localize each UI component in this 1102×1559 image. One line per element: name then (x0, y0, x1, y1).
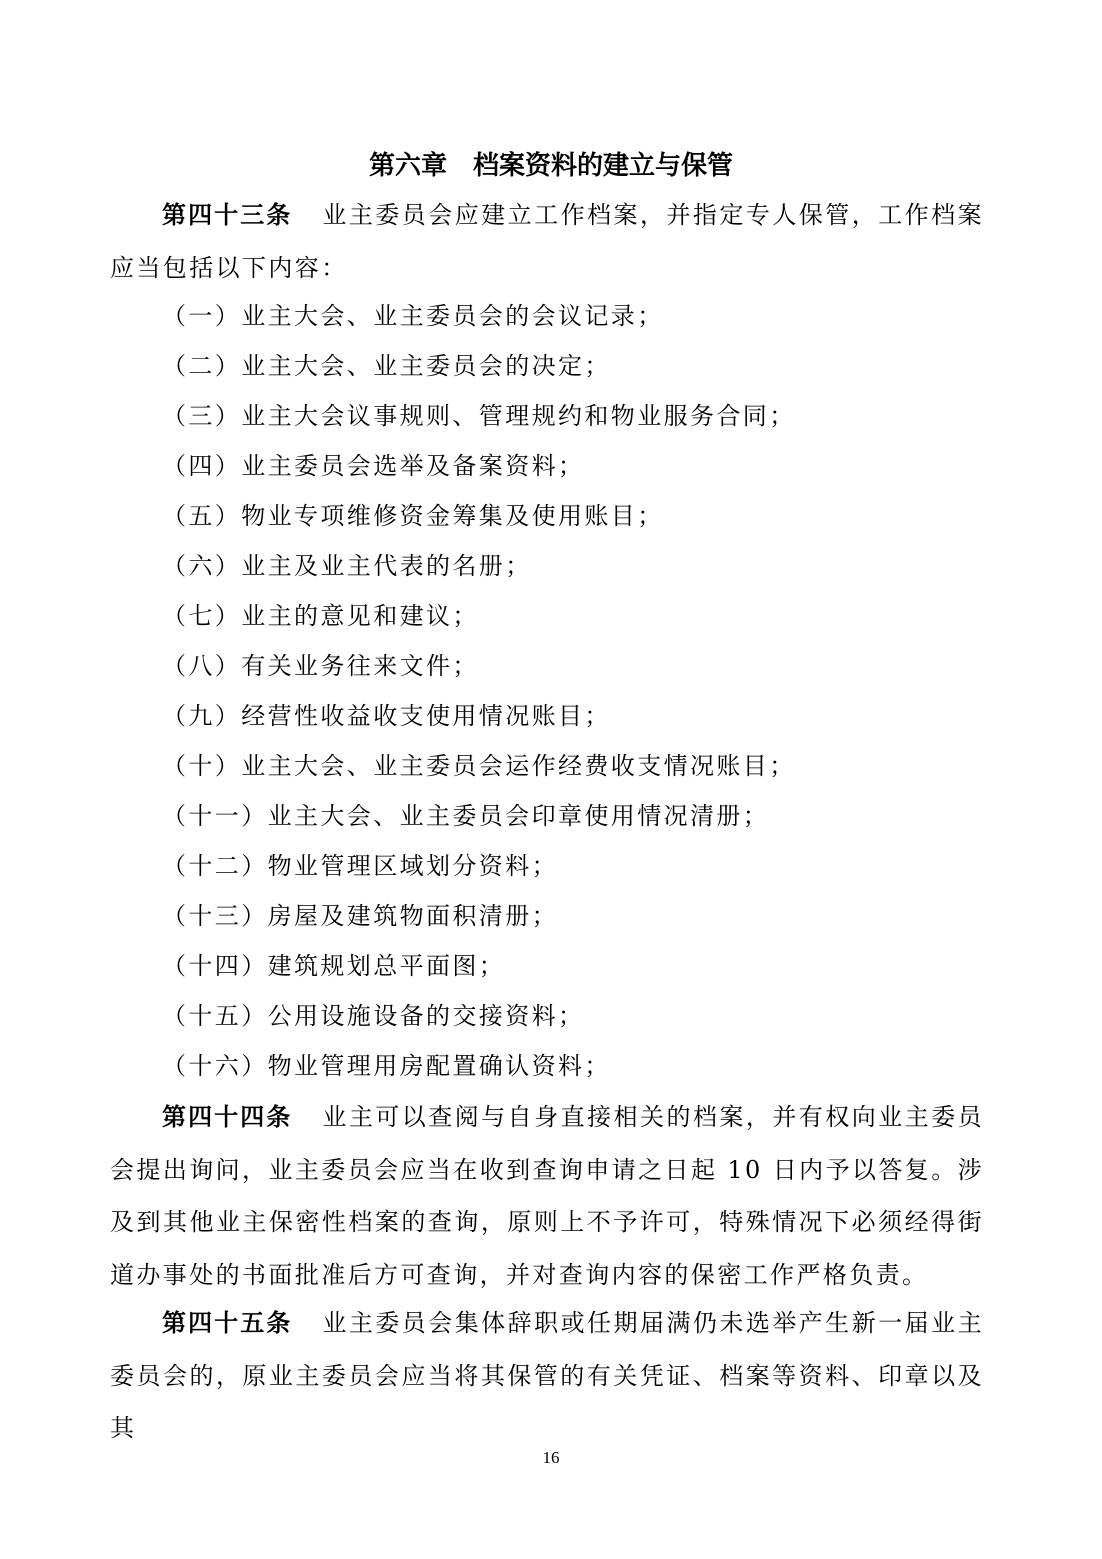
list-item: （十五）公用设施设备的交接资料； (162, 1002, 585, 1030)
list-item: （七）业主的意见和建议； (162, 602, 479, 630)
list-item: （十六）物业管理用房配置确认资料； (162, 1052, 611, 1080)
list-item: （十四）建筑规划总平面图； (162, 952, 506, 980)
content-list (162, 291, 984, 1091)
article-number: 第四十四条 (162, 1103, 293, 1131)
article-43 (110, 189, 984, 294)
article-text: 业主委员会应建立工作档案，并指定专人保管，工作档案应当包括以下内容： (110, 201, 985, 282)
list-item: （十）业主大会、业主委员会运作经费收支情况账目； (162, 752, 796, 780)
list-item: （四）业主委员会选举及备案资料； (162, 452, 585, 480)
chapter-title: 第六章 档案资料的建立与保管 (368, 151, 733, 181)
article-text: 业主委员会集体辞职或任期届满仍未选举产生新一届业主委员会的，原业主委员会应当将其保管的有关凭证、档案等资料、印章以及其 (110, 1309, 985, 1442)
article-text: 业主可以查阅与自身直接相关的档案，并有权向业主委员会提出询问，业主委员会应当在收到查询申请之日起 10 日内予以答复。涉及到其他业主保密性档案的查询，原则上不予许可，特殊情况下必须经得街道办事处的书面批准后方可查询，并对查询内容的保密工作严格负责。 (110, 1103, 985, 1289)
list-item: （三）业主大会议事规则、管理规约和物业服务合同； (162, 402, 796, 430)
page-number: 16 (542, 1448, 560, 1467)
article-45 (110, 1297, 984, 1455)
list-item: （八）有关业务往来文件； (162, 652, 479, 680)
article-number: 第四十五条 (162, 1309, 293, 1337)
list-item: （二）业主大会、业主委员会的决定； (162, 352, 611, 380)
article-number: 第四十三条 (162, 201, 293, 229)
list-item: （十一）业主大会、业主委员会印章使用情况清册； (162, 802, 770, 830)
article-44 (110, 1091, 984, 1301)
list-item: （九）经营性收益收支使用情况账目； (162, 702, 611, 730)
list-item: （一）业主大会、业主委员会的会议记录； (162, 302, 664, 330)
list-item: （五）物业专项维修资金筹集及使用账目； (162, 502, 664, 530)
list-item: （六）业主及业主代表的名册； (162, 552, 532, 580)
list-item: （十三）房屋及建筑物面积清册； (162, 902, 558, 930)
list-item: （十二）物业管理区域划分资料； (162, 852, 558, 880)
